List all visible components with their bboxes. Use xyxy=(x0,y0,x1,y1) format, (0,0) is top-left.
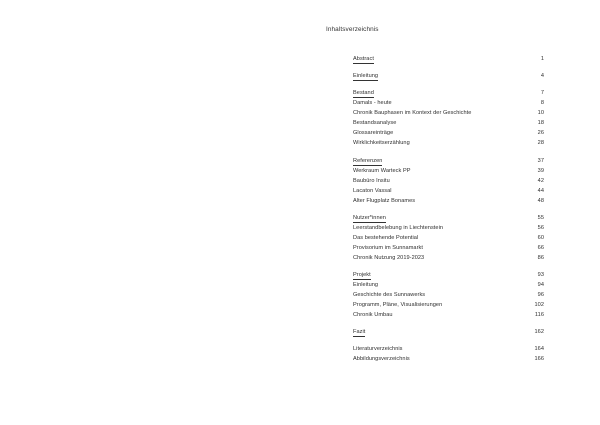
toc-page-number: 166 xyxy=(534,356,544,363)
toc-entry[interactable] xyxy=(353,98,544,108)
toc-entry-label: Bestandsanalyse xyxy=(353,120,397,127)
toc-page-number: 55 xyxy=(537,214,544,221)
toc-entry-label: Wirklichkeitserzählung xyxy=(353,140,410,147)
toc-page-number: 162 xyxy=(534,329,544,336)
toc-entry-label: Einleitung xyxy=(353,281,379,288)
toc-entry-label: Chronik Umbau xyxy=(353,311,393,318)
toc-heading-label: Projekt xyxy=(353,271,371,278)
toc-entry[interactable] xyxy=(353,196,544,206)
toc-entry-label: Leerstandbelebung in Liechtenstein xyxy=(353,224,444,231)
toc-page-number: 4 xyxy=(540,73,544,80)
toc-heading[interactable] xyxy=(353,88,544,98)
toc-page-number: 94 xyxy=(537,281,544,288)
page-title: Inhaltsverzeichnis xyxy=(326,26,379,33)
toc-entry-label: Chronik Bauphasen im Kontext der Geschichte xyxy=(353,110,472,117)
toc-section xyxy=(353,71,544,81)
toc-page-number: 66 xyxy=(537,244,544,251)
toc-entry-label: Baubüro Insitu xyxy=(353,177,390,184)
toc-heading[interactable] xyxy=(353,54,544,64)
toc-page-number: 10 xyxy=(537,110,544,117)
toc-entry[interactable] xyxy=(353,223,544,233)
toc-page-number: 44 xyxy=(537,187,544,194)
toc-entry-label: Glossareinträge xyxy=(353,130,394,137)
toc-heading[interactable] xyxy=(353,71,544,81)
toc-page-number: 39 xyxy=(537,167,544,174)
toc-entry[interactable] xyxy=(353,290,544,300)
toc-page-number: 1 xyxy=(540,56,544,62)
toc-heading[interactable] xyxy=(353,213,544,223)
toc-page-number: 116 xyxy=(534,311,544,318)
toc-heading-label: Einleitung xyxy=(353,73,379,80)
toc-page-number: 7 xyxy=(540,90,544,97)
toc-page-number: 18 xyxy=(537,120,544,127)
toc-heading-label: Nutzer*innen xyxy=(353,214,386,221)
toc-heading-label: Bestand xyxy=(353,90,374,97)
toc-heading-label: Abstract xyxy=(353,56,374,62)
toc-page-number: 86 xyxy=(537,254,544,261)
toc-page-number: 56 xyxy=(537,224,544,231)
toc-page-number: 102 xyxy=(534,301,544,308)
toc-entry[interactable] xyxy=(353,280,544,290)
toc-section xyxy=(353,270,544,320)
toc-entry[interactable] xyxy=(353,166,544,176)
toc-section xyxy=(353,213,544,263)
toc-page-number: 93 xyxy=(537,271,544,278)
toc-entry[interactable] xyxy=(353,344,544,354)
toc-section xyxy=(353,156,544,206)
toc-page-number: 8 xyxy=(540,100,544,107)
toc-page-number: 28 xyxy=(537,140,544,147)
toc-entry-label: Literaturverzeichnis xyxy=(353,346,403,353)
toc-entry-label: Werkraum Warteck PP xyxy=(353,167,411,174)
toc-entry[interactable] xyxy=(353,128,544,138)
toc-entry-label: Geschichte des Sunnawerks xyxy=(353,291,426,298)
toc-entry[interactable] xyxy=(353,300,544,310)
toc-entry-label: Das bestehende Potential xyxy=(353,234,419,241)
toc-heading-label: Fazit xyxy=(353,329,366,336)
toc-section xyxy=(353,344,544,364)
toc-entry-label: Abbildungsverzeichnis xyxy=(353,356,410,363)
toc-page-number: 96 xyxy=(537,291,544,298)
toc-entry[interactable] xyxy=(353,118,544,128)
toc-entry[interactable] xyxy=(353,186,544,196)
toc-entry[interactable] xyxy=(353,233,544,243)
toc-entry[interactable] xyxy=(353,310,544,320)
toc-page-number: 48 xyxy=(537,197,544,204)
toc-page-number: 37 xyxy=(537,157,544,164)
toc-section xyxy=(353,54,544,64)
toc-entry-label: Damals - heute xyxy=(353,100,392,107)
toc-section xyxy=(353,327,544,337)
toc-heading[interactable] xyxy=(353,327,544,337)
toc-page-number: 42 xyxy=(537,177,544,184)
toc-section xyxy=(353,88,544,148)
table-of-contents xyxy=(353,54,544,372)
toc-entry[interactable] xyxy=(353,253,544,263)
toc-entry[interactable] xyxy=(353,138,544,148)
toc-heading[interactable] xyxy=(353,270,544,280)
toc-page-number: 164 xyxy=(534,346,544,353)
toc-entry[interactable] xyxy=(353,243,544,253)
toc-heading-label: Referenzen xyxy=(353,157,383,164)
toc-page-number: 60 xyxy=(537,234,544,241)
toc-entry-label: Alter Flugplatz Bonames xyxy=(353,197,416,204)
toc-entry[interactable] xyxy=(353,108,544,118)
toc-heading[interactable] xyxy=(353,156,544,166)
toc-entry-label: Programm, Pläne, Visualisierungen xyxy=(353,301,443,308)
toc-entry-label: Provisorium im Sunnamarkt xyxy=(353,244,423,251)
toc-page-number: 26 xyxy=(537,130,544,137)
toc-entry[interactable] xyxy=(353,176,544,186)
toc-entry[interactable] xyxy=(353,354,544,364)
toc-entry-label: Chronik Nutzung 2019-2023 xyxy=(353,254,425,261)
toc-entry-label: Lacaton Vassal xyxy=(353,187,392,194)
